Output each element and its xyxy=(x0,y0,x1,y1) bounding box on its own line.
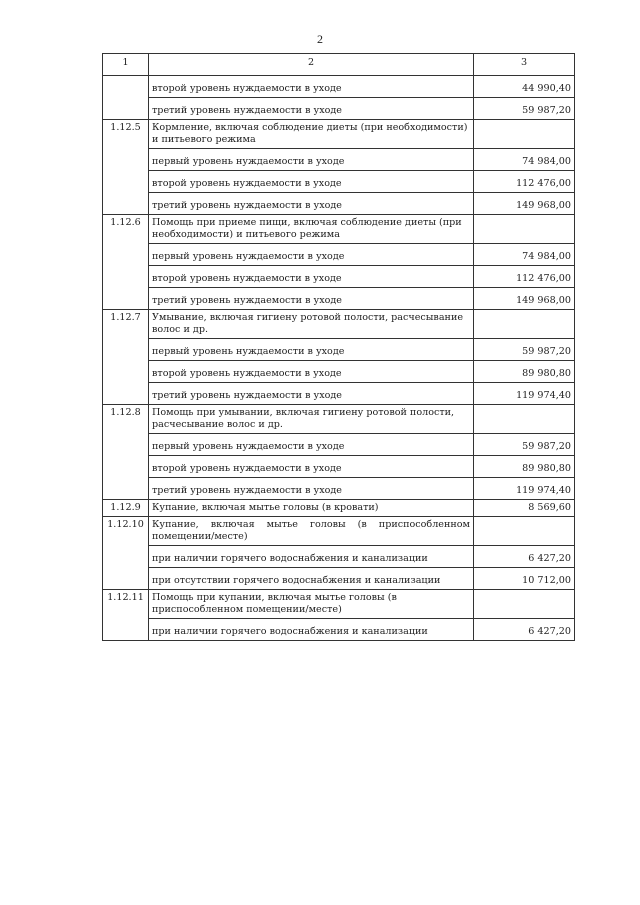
table-row xyxy=(103,382,575,404)
table-row xyxy=(103,214,575,243)
care-level-amount: 89 980,80 xyxy=(474,455,575,477)
care-level-amount: 74 984,00 xyxy=(474,243,575,265)
service-title: Помощь при умывании, включая гигиену ротовой полости, расчесывание волос и др. xyxy=(149,404,474,433)
care-level-label: второй уровень нуждаемости в уходе xyxy=(149,360,474,382)
care-level-amount: 6 427,20 xyxy=(474,545,575,567)
table-row xyxy=(103,98,575,120)
service-amount xyxy=(474,516,575,545)
care-level-amount: 149 968,00 xyxy=(474,287,575,309)
care-level-label: второй уровень нуждаемости в уходе xyxy=(149,265,474,287)
table-row xyxy=(103,433,575,455)
care-level-label: второй уровень нуждаемости в уходе xyxy=(149,455,474,477)
table-row xyxy=(103,287,575,309)
table-row xyxy=(103,170,575,192)
service-amount xyxy=(474,120,575,149)
service-amount xyxy=(474,309,575,338)
service-amount xyxy=(474,589,575,618)
table-row xyxy=(103,499,575,516)
table-row xyxy=(103,243,575,265)
service-title: Помощь при приеме пищи, включая соблюдение диеты (при необходимости) и питьевого режима xyxy=(149,214,474,243)
care-level-amount: 59 987,20 xyxy=(474,98,575,120)
table-row xyxy=(103,455,575,477)
care-level-amount: 149 968,00 xyxy=(474,192,575,214)
item-code: 1.12.9 xyxy=(103,499,149,516)
service-title: Купание, включая мытье головы (в кровати) xyxy=(149,499,474,516)
care-level-label: третий уровень нуждаемости в уходе xyxy=(149,98,474,120)
item-code: 1.12.7 xyxy=(103,309,149,404)
care-level-label: второй уровень нуждаемости в уходе xyxy=(149,76,474,98)
care-level-label: при отсутствии горячего водоснабжения и канализации xyxy=(149,567,474,589)
column-header-1: 1 xyxy=(103,54,149,76)
care-level-amount: 44 990,40 xyxy=(474,76,575,98)
service-title: Кормление, включая соблюдение диеты (при необходимости) и питьевого режима xyxy=(149,120,474,149)
care-level-amount: 74 984,00 xyxy=(474,148,575,170)
column-header-3: 3 xyxy=(474,54,575,76)
item-code xyxy=(103,76,149,120)
care-level-label: второй уровень нуждаемости в уходе xyxy=(149,170,474,192)
table-row xyxy=(103,589,575,618)
table-row xyxy=(103,360,575,382)
care-level-label: при наличии горячего водоснабжения и канализации xyxy=(149,618,474,640)
care-level-label: третий уровень нуждаемости в уходе xyxy=(149,382,474,404)
care-level-label: при наличии горячего водоснабжения и канализации xyxy=(149,545,474,567)
table-row xyxy=(103,477,575,499)
service-amount xyxy=(474,214,575,243)
care-level-amount: 112 476,00 xyxy=(474,170,575,192)
item-code: 1.12.6 xyxy=(103,214,149,309)
care-level-amount: 89 980,80 xyxy=(474,360,575,382)
tariff-table xyxy=(102,53,575,641)
care-level-amount: 59 987,20 xyxy=(474,338,575,360)
service-title: Помощь при купании, включая мытье головы (в приспособленном помещении/месте) xyxy=(149,589,474,618)
table-row xyxy=(103,148,575,170)
service-amount: 8 569,60 xyxy=(474,499,575,516)
table-row xyxy=(103,404,575,433)
care-level-amount: 119 974,40 xyxy=(474,477,575,499)
table-row xyxy=(103,516,575,545)
table-row xyxy=(103,265,575,287)
table-row xyxy=(103,192,575,214)
column-header-2: 2 xyxy=(149,54,474,76)
service-title: Купание, включая мытье головы (в приспособленном помещении/месте) xyxy=(149,516,474,545)
table-row xyxy=(103,338,575,360)
care-level-amount: 10 712,00 xyxy=(474,567,575,589)
table-row xyxy=(103,120,575,149)
care-level-label: первый уровень нуждаемости в уходе xyxy=(149,338,474,360)
service-amount xyxy=(474,404,575,433)
table-row xyxy=(103,309,575,338)
care-level-label: третий уровень нуждаемости в уходе xyxy=(149,192,474,214)
care-level-amount: 112 476,00 xyxy=(474,265,575,287)
care-level-amount: 6 427,20 xyxy=(474,618,575,640)
service-title: Умывание, включая гигиену ротовой полости, расчесывание волос и др. xyxy=(149,309,474,338)
table-row xyxy=(103,567,575,589)
table-header-row xyxy=(103,54,575,76)
table-row xyxy=(103,545,575,567)
care-level-label: первый уровень нуждаемости в уходе xyxy=(149,148,474,170)
item-code: 1.12.11 xyxy=(103,589,149,640)
item-code: 1.12.10 xyxy=(103,516,149,589)
table-row xyxy=(103,618,575,640)
care-level-label: первый уровень нуждаемости в уходе xyxy=(149,243,474,265)
care-level-amount: 119 974,40 xyxy=(474,382,575,404)
care-level-amount: 59 987,20 xyxy=(474,433,575,455)
page-number: 2 xyxy=(317,32,323,46)
item-code: 1.12.8 xyxy=(103,404,149,499)
table-row xyxy=(103,76,575,98)
care-level-label: третий уровень нуждаемости в уходе xyxy=(149,287,474,309)
care-level-label: первый уровень нуждаемости в уходе xyxy=(149,433,474,455)
item-code: 1.12.5 xyxy=(103,120,149,215)
table-body xyxy=(103,76,575,641)
care-level-label: третий уровень нуждаемости в уходе xyxy=(149,477,474,499)
